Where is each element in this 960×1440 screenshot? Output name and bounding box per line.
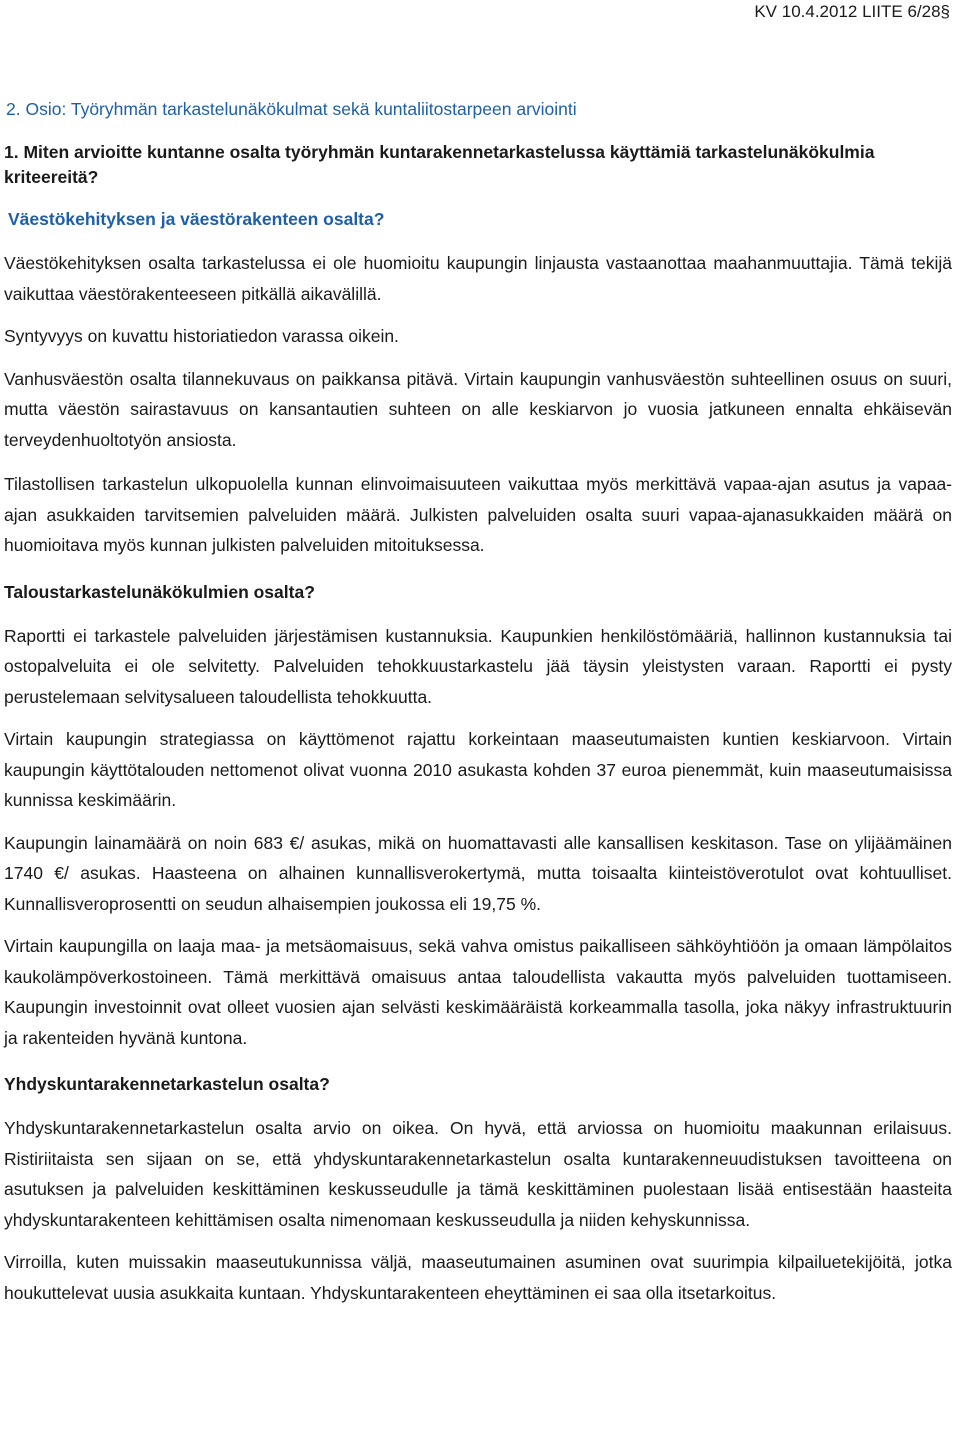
population-paragraph-2: Syntyvyys on kuvattu historiatiedon varassa oikein.: [4, 326, 399, 346]
population-heading: Väestökehityksen ja väestörakenteen osalta?: [8, 209, 385, 229]
economy-heading: Taloustarkastelunäkökulmien osalta?: [4, 581, 315, 602]
population-paragraph-4: Tilastollisen tarkastelun ulkopuolella kunnan elinvoimaisuuteen vaikuttaa myös merkittävä vapaa-ajan asutus ja vapaa-ajan asukkaiden tarvitsemien palveluiden määrä. Julkisten palveluiden osalta suuri vapaa-ajanasukkaiden määrä on huomioitava myös kunnan julkisten palveluiden mitoituksessa.: [4, 474, 952, 555]
economy-paragraph-3: Kaupungin lainamäärä on noin 683 €/ asukas, mikä on huomattavasti alle kansallisen keskitason. Tase on ylijäämäinen 1740 €/ asukas. Haasteena on alhainen kunnallisverokertymä, mutta toisaalta kiinteistöverotulot ovat kohtuulliset. Kunnallisveroprosentti on seudun alhaisempien joukossa eli 19,75 %.: [4, 832, 952, 914]
community-heading: Yhdyskuntarakennetarkastelun osalta?: [4, 1074, 330, 1094]
page-header-reference: KV 10.4.2012 LIITE 6/28§: [754, 2, 950, 21]
economy-paragraph-2: Virtain kaupungin strategiassa on käyttömenot rajattu korkeintaan maaseutumaisten kuntien keskiarvoon. Virtain kaupungin käyttötalouden nettomenot olivat vuonna 2010 asukasta kohden 37 euroa pienemmät, kuin maaseutumaisissa kunnissa keskimäärin.: [4, 729, 952, 810]
section-title: 2. Osio: Työryhmän tarkastelunäkökulmat sekä kuntaliitostarpeen arviointi: [6, 99, 577, 119]
document-body: [4, 96, 954, 1308]
population-paragraph-3: Vanhusväestön osalta tilannekuvaus on paikkansa pitävä. Virtain kaupungin vanhusväestön suhteellinen osuus on suuri, mutta väestön sairastavuus on kansantautien suhteen on alle keskiarvon jo vuosia jatkuneen ennalta ehkäisevän terveydenhuoltotyön ansiosta.: [4, 368, 952, 450]
economy-paragraph-4: Virtain kaupungilla on laaja maa- ja metsäomaisuus, sekä vahva omistus paikalliseen sähköyhtiöön ja omaan lämpölaitos kaukolämpöverkostoineen. Tämä merkittävä omaisuus antaa taloudellista vakautta myös palveluiden tuottamiseen. Kaupungin investoinnit ovat olleet vuosien ajan selvästi keskimääräistä korkeammalla tasolla, joka näkyy infrastruktuurin ja rakenteiden hyvänä kuntona.: [4, 936, 952, 1048]
economy-paragraph-1: Raportti ei tarkastele palveluiden järjestämisen kustannuksia. Kaupunkien henkilöstömääriä, hallinnon kustannuksia tai ostopalveluita ei ole selvitetty. Palveluiden tehokkuustarkastelu jää täysin yleistysten varaan. Raportti ei pysty perustelemaan selvitysalueen taloudellista tehokkuutta.: [4, 625, 952, 707]
community-paragraph-1: Yhdyskuntarakennetarkastelun osalta arvio on oikea. On hyvä, että arviossa on huomioitu maakunnan erilaisuus. Ristiriitaista sen sijaan on se, että yhdyskuntarakennetarkastelun osalta kuntarakenneuudistuksen tavoitteena on asutuksen ja palveluiden keskittäminen keskusseudulle ja tämä keskittäminen puolestaan lisää entisestään haasteita yhdyskuntarakenteen kehittämisen osalta nimenomaan keskusseudulla ja niiden kehyskunnissa.: [4, 1118, 952, 1230]
population-paragraph-1: Väestökehityksen osalta tarkastelussa ei ole huomioitu kaupungin linjausta vastaanottaa maahanmuuttajia. Tämä tekijä vaikuttaa väestörakenteeseen pitkällä aikavälillä.: [4, 253, 952, 304]
question-text: 1. Miten arvioitte kuntanne osalta työryhmän kuntarakennetarkastelussa käyttämiä tarkastelunäkökulmia kriteereitä?: [4, 142, 875, 187]
community-paragraph-2: Virroilla, kuten muissakin maaseutukunnissa väljä, maaseutumainen asuminen ovat suurimpia kilpailuetekijöitä, jotka houkuttelevat uusia asukkaita kuntaan. Yhdyskuntarakenteen eheyttäminen ei saa olla itsetarkoitus.: [4, 1252, 952, 1303]
